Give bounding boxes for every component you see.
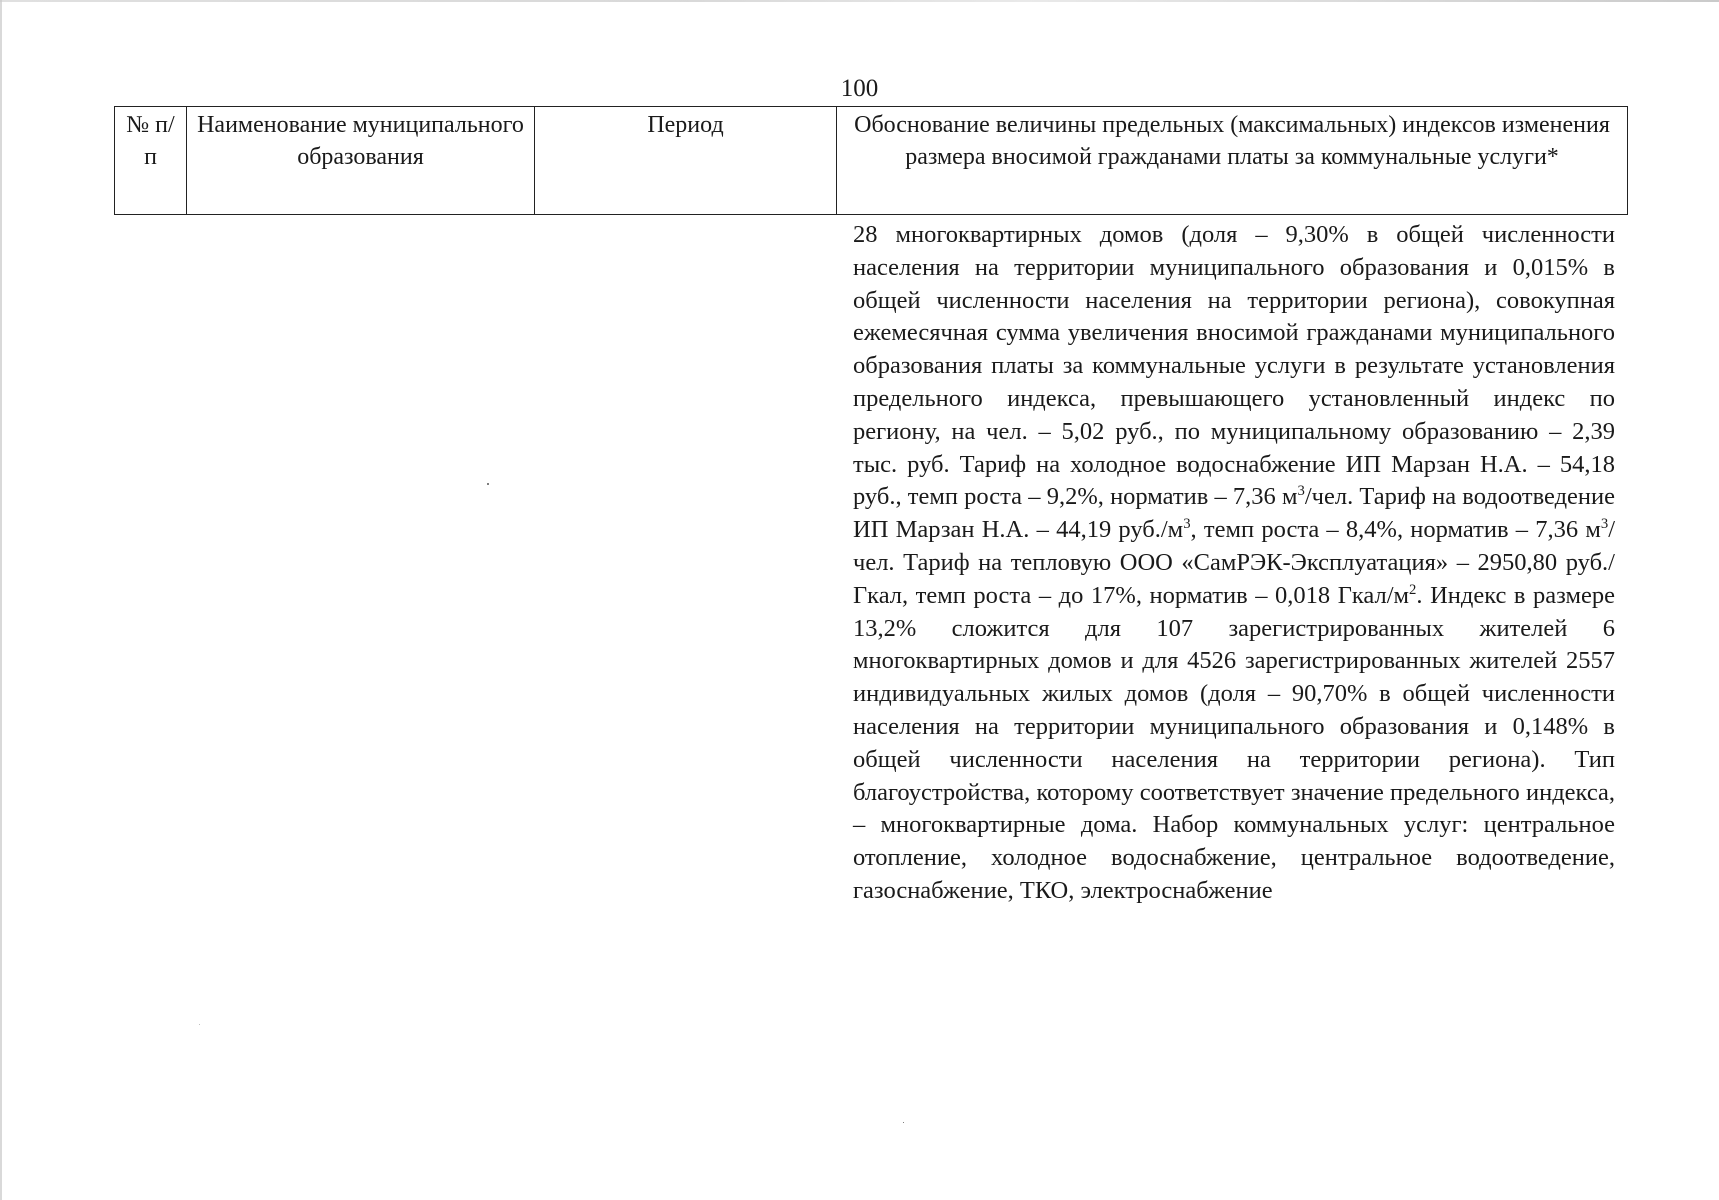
table-header-row [115, 107, 1628, 215]
scan-edge-left [0, 0, 2, 1200]
page-number: 100 [840, 75, 879, 102]
superscript: 3 [1600, 516, 1609, 533]
superscript: 3 [1183, 516, 1191, 533]
justification-text [853, 219, 1615, 908]
text-segment: . Индекс в размере 13,2% сложится для 107 зарегистрированных жителей 6 многоквартирных домов и для 4526 зарегистрированных жителей 2557 индивидуальных жилых домов (доля – 90,70% в общей численности населения на территории муниципального образования и 0,148% в общей численности населения на территории региона). Тип благоустройства, которому соответствует значение предельного индекса, – многоквартирные дома. Набор коммунальных услуг: центральное отопление, холодное водоснабжение, центральное водоотведение, газоснабжение, ТКО, электроснабжение [853, 581, 1615, 904]
text-segment: , темп роста – 8,4%, норматив – 7,36 м [1190, 516, 1601, 544]
scan-speck [487, 483, 489, 485]
header-municipality-name: Наименование муниципального образования [187, 107, 535, 215]
text-segment: /чел. Тариф на тепловую ООО «СамРЭК-Эксплуатация» – 2950,80 руб./Гкал, темп роста – до 17%, норматив – 0,018 Гкал/м [853, 516, 1615, 609]
header-justification: Обоснование величины предельных (максимальных) индексов изменения размера вносимой гражданами платы за коммунальные услуги* [837, 107, 1628, 215]
scan-speck [199, 1024, 200, 1025]
superscript: 3 [1297, 483, 1305, 500]
header-period: Период [535, 107, 837, 215]
header-number: № п/п [115, 107, 187, 215]
scan-edge-top [0, 0, 1719, 2]
text-segment: /чел. Тариф на водоотведение ИП Марзан Н.А. – 44,19 руб./м [853, 483, 1616, 544]
table-header [114, 106, 1628, 215]
text-segment: 28 многоквартирных домов (доля – 9,30% в общей численности населения на территории муниципального образования и 0,015% в общей численности населения на территории региона), совокупная ежемесячная сумма увеличения вносимой гражданами муниципального образования платы за коммунальные услуги в результате установления предельного индекса, превышающего установленный индекс по региону, на чел. – 5,02 руб., по муниципальному образованию – 2,39 тыс. руб. Тариф на холодное водоснабжение ИП Марзан Н.А. – 54,18 руб., темп роста – 9,2%, норматив – 7,36 м [853, 221, 1615, 511]
superscript: 2 [1409, 581, 1417, 598]
scan-speck [903, 1122, 904, 1123]
